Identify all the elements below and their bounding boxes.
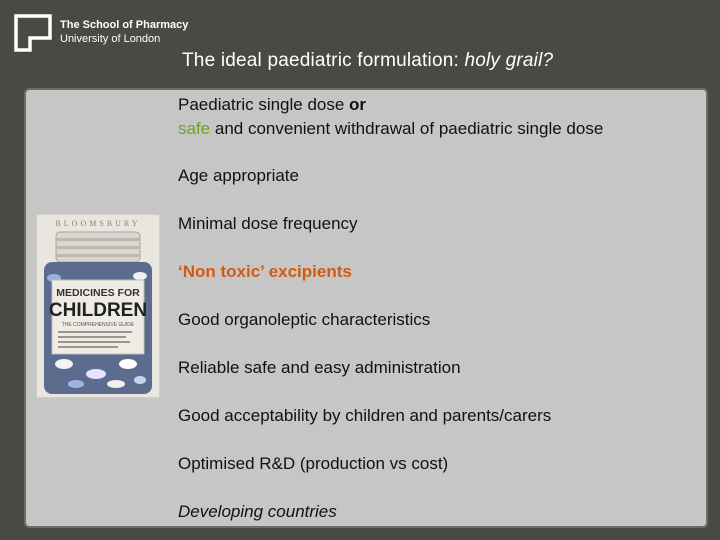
bullet-administration: Reliable safe and easy administration [178,358,461,377]
bullet-minimal-dose-frequency: Minimal dose frequency [178,214,358,233]
bullet-or-text: or [349,95,367,114]
slide-title [182,50,553,72]
bullet-single-dose-text: Paediatric single dose [178,95,350,114]
university-name: University of London [60,33,161,45]
bullet-safe-text: safe [178,119,211,138]
medicines-for-children-book-cover [36,214,160,398]
bullet-age-appropriate: Age appropriate [178,166,299,185]
book-publisher: BLOOMSBURY [55,219,141,228]
bullet-developing-countries: Developing countries [178,502,337,521]
bullet-acceptability: Good acceptability by children and parents/carers [178,406,552,425]
title-italic: holy grail? [464,50,554,71]
school-logo-text [60,18,188,46]
bullet-single-dose-line2 [178,118,603,140]
bullet-organoleptic: Good organoleptic characteristics [178,310,431,329]
bullet-withdrawal-text: and convenient withdrawal of paediatric single dose [210,119,604,138]
book-title-line1: MEDICINES FOR [56,287,140,299]
bullet-non-toxic-excipients: ‘Non toxic’ excipients [178,262,352,281]
bullet-rnd: Optimised R&D (production vs cost) [178,454,449,473]
book-subtitle: THE COMPREHENSIVE GUIDE [61,322,135,328]
title-main: The ideal paediatric formulation: [182,50,465,71]
bullet-single-dose-line1 [178,94,366,116]
school-name: The School of Pharmacy [60,19,189,31]
school-logo-icon [14,14,52,52]
book-title-line2: CHILDREN [48,300,148,321]
